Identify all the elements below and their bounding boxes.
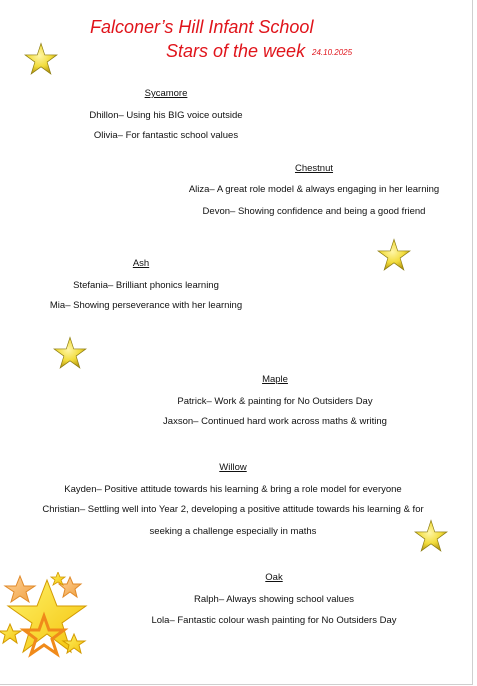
award-line: Patrick– Work & painting for No Outsiders Day <box>177 396 373 407</box>
gold-star-icon <box>24 42 58 76</box>
class-heading-sycamore: Sycamore <box>144 88 188 99</box>
school-name: Falconer’s Hill Infant School <box>90 17 314 37</box>
award-line: Olivia– For fantastic school values <box>93 130 239 141</box>
star-cluster-icon <box>0 572 90 664</box>
award-line: Mia– Showing perseverance with her learning <box>49 300 243 311</box>
award-line: Aliza– A great role model & always engaging in her learning <box>188 184 440 195</box>
award-line: Kayden– Positive attitude towards his learning & bring a role model for everyone <box>64 484 402 495</box>
gold-star-icon <box>377 238 411 272</box>
class-heading-maple: Maple <box>262 374 288 385</box>
award-line: Lola– Fantastic colour wash painting for No Outsiders Day <box>151 615 397 626</box>
class-heading-chestnut: Chestnut <box>294 163 334 174</box>
class-heading-willow: Willow <box>219 462 247 473</box>
award-line: Dhillon– Using his BIG voice outside <box>89 110 243 121</box>
award-line: Ralph– Always showing school values <box>193 594 355 605</box>
award-line: Christian– Settling well into Year 2, developing a positive attitude towards his learning & for <box>42 504 424 515</box>
gold-star-icon <box>414 519 448 553</box>
date-label: 24.10.2025 <box>312 48 353 57</box>
award-line: Devon– Showing confidence and being a good friend <box>202 206 426 217</box>
award-line: Jaxson– Continued hard work across maths & writing <box>163 416 387 427</box>
class-heading-ash: Ash <box>132 258 150 269</box>
page-subtitle: Stars of the week <box>166 41 306 61</box>
award-line: seeking a challenge especially in maths <box>149 526 317 537</box>
award-line: Stefania– Brilliant phonics learning <box>73 280 219 291</box>
class-heading-oak: Oak <box>265 572 283 583</box>
gold-star-icon <box>53 336 87 370</box>
